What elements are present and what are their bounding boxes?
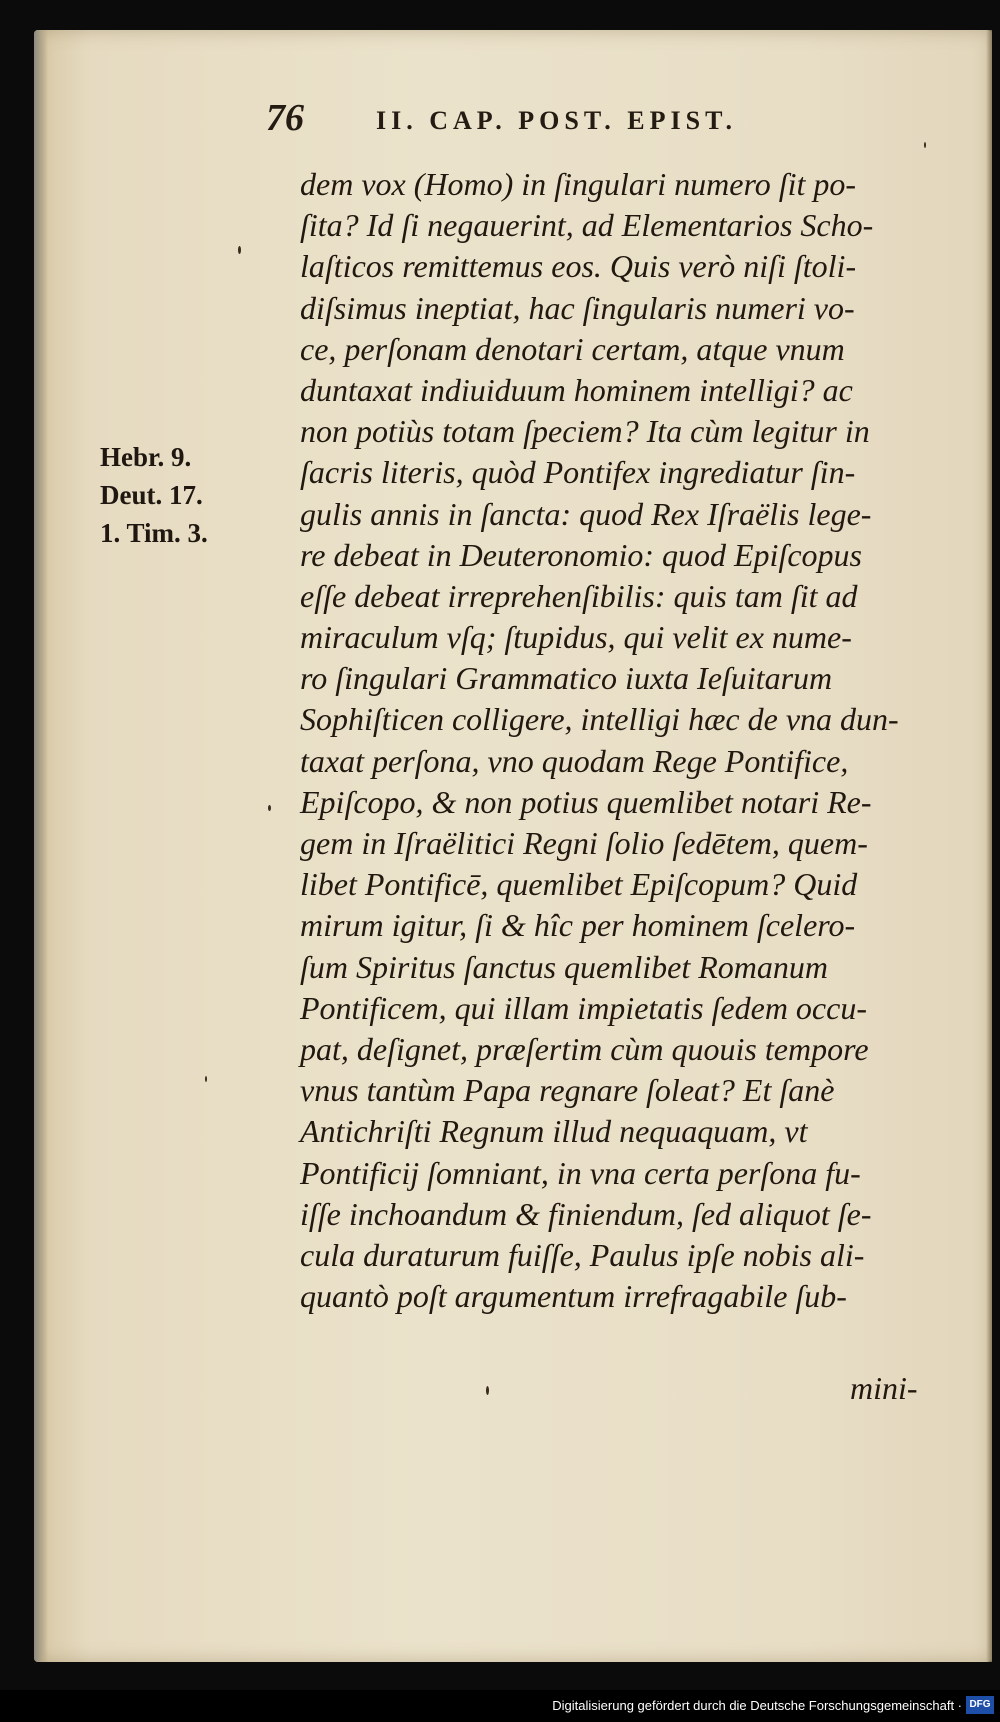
text-line: mirum igitur, ſi & hîc per hominem ſcelero- [300,907,856,944]
text-line: ſum Spiritus ſanctus quemlibet Romanum [300,948,828,985]
margin-note: 1. Tim. 3. [100,518,208,548]
text-line: gem in Iſraëlitici Regni ſolio ſedētem, quem- [300,825,868,861]
text-line: taxat perſona, vno quodam Rege Pontifice, [300,742,849,779]
margin-note: Hebr. 9. [100,442,192,472]
text-line: ſita? Id ſi negauerint, ad Elementarios Scho- [300,207,874,244]
text-line: non potiùs totam ſpeciem? Ita cùm legitur in [300,413,870,450]
body-text [300,164,960,1317]
text-line: Pontificem, qui illam impietatis ſedem occu- [300,989,867,1026]
text-line: vnus tantùm Papa regnare ſoleat? Et ſanè [300,1072,835,1109]
text-line: gulis annis in ſancta: quod Rex Iſraëlis lege- [300,495,872,532]
page-header [266,96,906,140]
text-line: libet Pontificē, quemlibet Epiſcopum? Quid [300,866,858,903]
text-line: pat, deſignet, præſertim cùm quouis tempore [300,1030,869,1067]
text-line: dem vox (Homo) in ſingulari numero ſit po- [300,166,857,202]
text-line: eſſe debeat irreprehenſibilis: quis tam ſit ad [300,577,858,614]
text-line: quantò poſt argumentum irrefragabile ſub- [300,1278,847,1315]
text-line: ce, perſonam denotari certam, atque vnum [300,330,845,367]
paper-speck [205,1076,207,1082]
dfg-logo: DFG [966,1696,994,1714]
text-line: cula duraturum fuiſſe, Paulus ipſe nobis ali- [300,1236,865,1273]
text-line: diſsimus ineptiat, hac ſingularis numeri vo- [300,289,855,326]
text-line: Antichriſti Regnum illud nequaquam, vt [300,1113,808,1150]
text-line: duntaxat indiuiduum hominem intelligi? ac [300,371,853,408]
paper-speck [486,1386,489,1395]
text-line: laſticos remittemus eos. Quis verò niſi ſtoli- [300,248,857,285]
footer-bar [0,1690,1000,1722]
margin-note: Deut. 17. [100,480,203,510]
text-line: re debeat in Deuteronomio: quod Epiſcopus [300,536,862,573]
paper-speck [924,142,926,148]
page-right-edge [986,30,992,1662]
running-head: II. CAP. POST. EPIST. [376,106,737,135]
text-line: ſacris literis, quòd Pontifex ingrediatur ſin- [300,454,856,491]
text-line: iſſe inchoandum & finiendum, ſed aliquot ſe- [300,1195,872,1232]
page-number: 76 [266,97,304,139]
text-line: miraculum vſq; ſtupidus, qui velit ex nume- [300,619,852,656]
catchword: mini- [850,1370,918,1406]
footer-credit: Digitalisierung gefördert durch die Deutsche Forschungsgemeinschaft · [552,1698,962,1713]
margin-notes [100,438,270,552]
text-line: Pontificij ſomniant, in vna certa perſona fu- [300,1154,861,1191]
paper-speck [268,805,271,811]
text-line: Sophiſticen colligere, intelligi hæc de vna dun- [300,701,899,738]
page-spine-edge [34,30,48,1662]
text-line: ro ſingulari Grammatico iuxta Ieſuitarum [300,660,833,697]
paper-speck [238,246,241,254]
text-line: Epiſcopo, & non potius quemlibet notari Re- [300,783,872,820]
